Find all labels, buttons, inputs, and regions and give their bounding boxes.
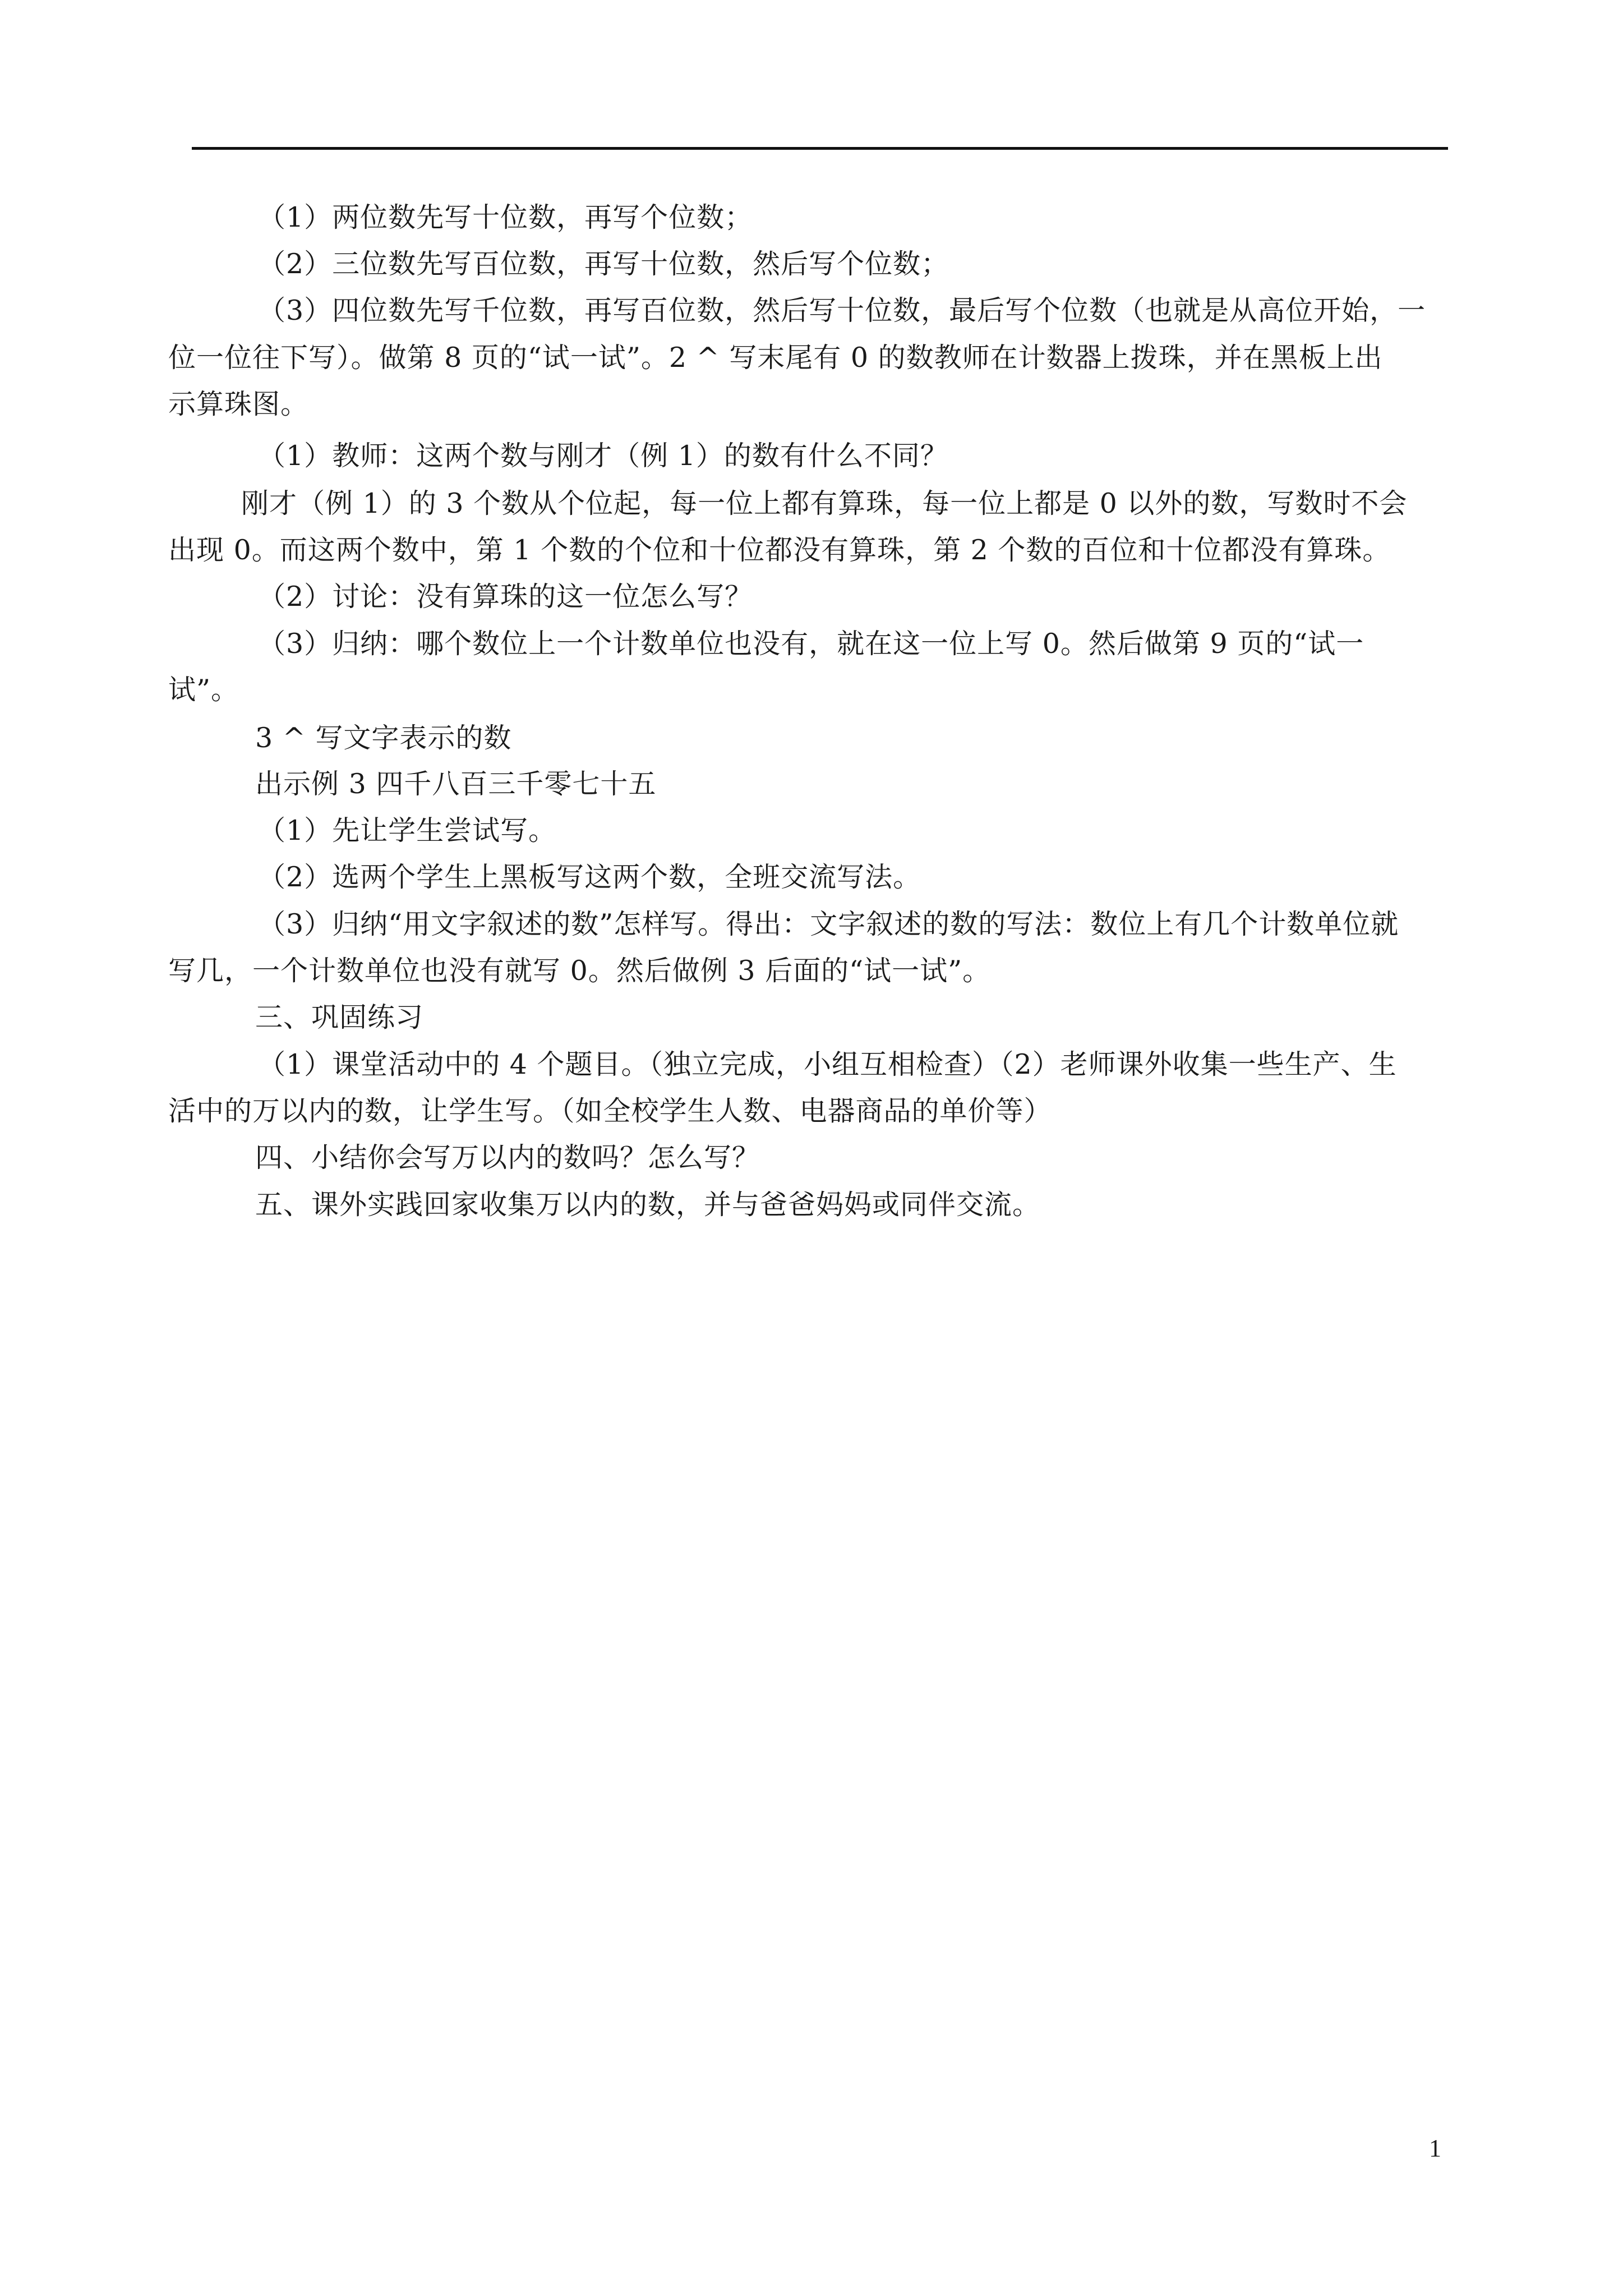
paragraph-line: 活中的万以内的数，让学生写。（如全校学生人数、电器商品的单价等） xyxy=(168,1095,1052,1127)
page-number: 1 xyxy=(1429,2134,1441,2162)
paragraph-line: 出示例 3 四千八百三千零七十五 xyxy=(255,768,657,800)
paragraph-line: 3 ^ 写文字表示的数 xyxy=(255,722,512,754)
paragraph-line: 示算珠图。 xyxy=(168,388,309,420)
paragraph-line: 刚才（例 1）的 3 个数从个位起，每一位上都有算珠，每一位上都是 0 以外的数，写数时不会 xyxy=(241,487,1408,519)
paragraph-line: 位一位往下写）。做第 8 页的“试一试”。2 ^ 写末尾有 0 的数教师在计数器上拨珠，并在黑板上出 xyxy=(168,342,1383,374)
paragraph-line: 写几，一个计数单位也没有就写 0。然后做例 3 后面的“试一试”。 xyxy=(168,955,991,987)
paragraph-line: （2）三位数先写百位数，再写十位数，然后写个位数； xyxy=(258,248,949,280)
paragraph-line: 试”。 xyxy=(168,674,239,706)
paragraph-line: （1）教师：这两个数与刚才（例 1）的数有什么不同？ xyxy=(258,440,948,472)
paragraph-line: （1）两位数先写十位数，再写个位数； xyxy=(258,201,753,233)
paragraph-line: （2）讨论：没有算珠的这一位怎么写？ xyxy=(258,581,753,613)
paragraph-line: （3）归纳“用文字叙述的数”怎样写。得出：文字叙述的数的写法：数位上有几个计数单位就 xyxy=(258,908,1399,940)
paragraph-line: 出现 0。而这两个数中，第 1 个数的个位和十位都没有算珠，第 2 个数的百位和十位都没有算珠。 xyxy=(168,534,1391,566)
paragraph-line: （3）四位数先写千位数，再写百位数，然后写十位数，最后写个位数（也就是从高位开始，一 xyxy=(258,295,1426,326)
paragraph-line: （1）先让学生尝试写。 xyxy=(258,815,557,846)
header-rule xyxy=(192,147,1448,150)
paragraph-line: （3）归纳：哪个数位上一个计数单位也没有，就在这一位上写 0。然后做第 9 页的“试一 xyxy=(258,628,1364,660)
section-heading: 四、小结你会写万以内的数吗？怎么写？ xyxy=(255,1142,760,1174)
paragraph-line: （2）选两个学生上黑板写这两个数，全班交流写法。 xyxy=(258,861,921,893)
section-heading: 五、课外实践回家收集万以内的数，并与爸爸妈妈或同伴交流。 xyxy=(255,1189,1041,1221)
paragraph-line: （1）课堂活动中的 4 个题目。（独立完成，小组互相检查）（2）老师课外收集一些生产、生 xyxy=(258,1048,1397,1080)
section-heading: 三、巩固练习 xyxy=(255,1001,424,1033)
